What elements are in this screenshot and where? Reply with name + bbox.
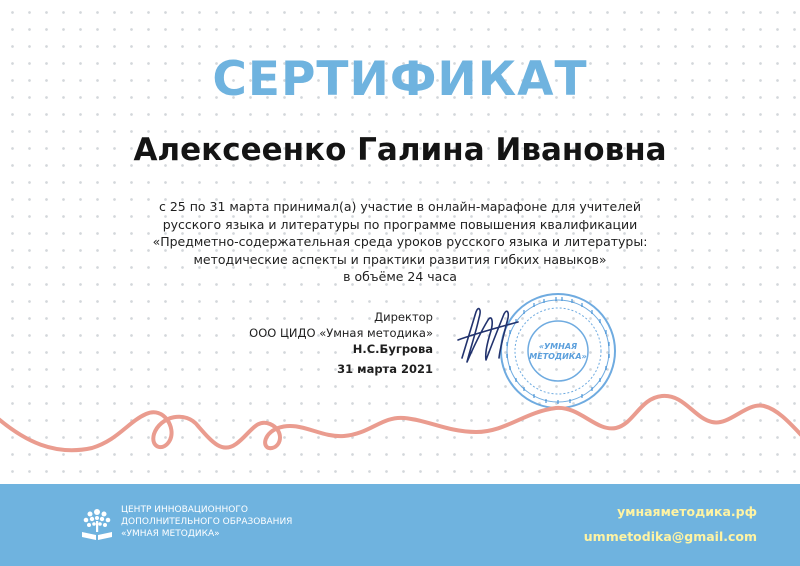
org-line: ДОПОЛНИТЕЛЬНОГО ОБРАЗОВАНИЯ [121, 517, 293, 527]
certificate-date: 31 марта 2021 [337, 362, 433, 376]
recipient-name: Алексеенко Галина Ивановна [133, 132, 667, 168]
description-line: «Предметно-содержательная среда уроков русского языка и литературы: [152, 234, 648, 249]
stamp-text-line: «УМНАЯ [538, 342, 578, 351]
footer-band [0, 484, 800, 566]
description-line: в объёме 24 часа [343, 269, 457, 284]
website-link[interactable]: умнаяметодика.рф [617, 504, 757, 519]
certificate-title: СЕРТИФИКАТ [212, 52, 588, 107]
signatory-name: Н.С.Бугрова [352, 342, 433, 356]
handwritten-signature [452, 300, 532, 375]
description-line: методические аспекты и практики развития гибких навыков» [193, 251, 607, 267]
email-link[interactable]: ummetodika@gmail.com [583, 529, 757, 544]
tree-book-logo-icon [80, 504, 114, 542]
stamp-text-line: МЕТОДИКА» [529, 352, 587, 361]
certificate-description [100, 198, 700, 286]
signatory-block [249, 309, 433, 357]
signatory-organization: ООО ЦИДО «Умная методика» [249, 326, 433, 340]
description-line: русского языка и литературы по программе повышения квалификации [162, 216, 638, 232]
decorative-wave-line [0, 378, 800, 470]
organization-name [121, 504, 292, 540]
org-line: «УМНАЯ МЕТОДИКА» [121, 529, 220, 539]
description-line: с 25 по 31 марта принимал(а) участие в онлайн-марафоне для учителей [159, 199, 641, 214]
org-line: ЦЕНТР ИННОВАЦИОННОГО [121, 505, 248, 515]
signatory-position: Директор [374, 310, 433, 324]
